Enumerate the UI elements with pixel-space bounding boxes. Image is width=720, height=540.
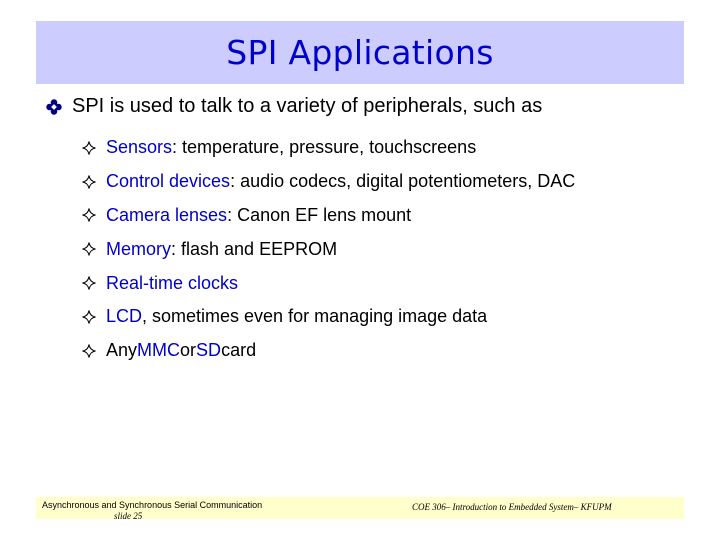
item-middle: or: [180, 340, 197, 361]
four-point-star-icon: [82, 276, 96, 290]
item-text: : Canon EF lens mount: [227, 204, 412, 225]
four-point-star-icon: [82, 208, 96, 222]
item-highlight: Camera lenses: [106, 204, 228, 225]
list-item: [82, 232, 575, 266]
list-item: [82, 334, 575, 368]
four-point-star-icon: [82, 310, 96, 324]
item-text: : temperature, pressure, touchscreens: [172, 137, 477, 158]
four-point-star-icon: [82, 141, 96, 155]
item-text: , sometimes even for managing image data: [142, 306, 488, 327]
item-highlight: LCD: [106, 306, 143, 327]
item-highlight: Control devices: [106, 171, 231, 192]
footer-course-topic: Asynchronous and Synchronous Serial Communication: [42, 500, 263, 510]
four-point-star-icon: [82, 175, 96, 189]
item-highlight-2: SD: [196, 340, 222, 361]
slide-title: SPI Applications: [226, 33, 494, 72]
four-point-star-icon: [82, 344, 96, 358]
item-highlight: Real-time clocks: [106, 272, 239, 293]
title-bar: [36, 21, 684, 84]
item-highlight: Memory: [106, 238, 172, 259]
item-text: : audio codecs, digital potentiometers, DAC: [230, 171, 576, 192]
list-item: [82, 199, 575, 233]
footer-course-name: COE 306– Introduction to Embedded System– KFUPM: [412, 502, 612, 512]
item-highlight: MMC: [137, 340, 181, 361]
item-text: : flash and EEPROM: [171, 238, 338, 259]
item-text: card: [221, 340, 257, 361]
main-bullet-text: SPI is used to talk to a variety of peripherals, such as: [72, 95, 543, 117]
list-item: [82, 165, 575, 199]
list-item: [82, 131, 575, 165]
item-prefix: Any: [106, 340, 138, 361]
main-bullet: [46, 95, 542, 118]
four-point-star-icon: [82, 242, 96, 256]
footer-left: [42, 500, 262, 522]
diamond-bullet-icon: [46, 99, 62, 115]
list-item: [82, 300, 575, 334]
item-highlight: Sensors: [106, 137, 173, 158]
peripheral-list: [82, 131, 575, 368]
list-item: [82, 266, 575, 300]
slide-number: slide 25: [114, 511, 143, 521]
